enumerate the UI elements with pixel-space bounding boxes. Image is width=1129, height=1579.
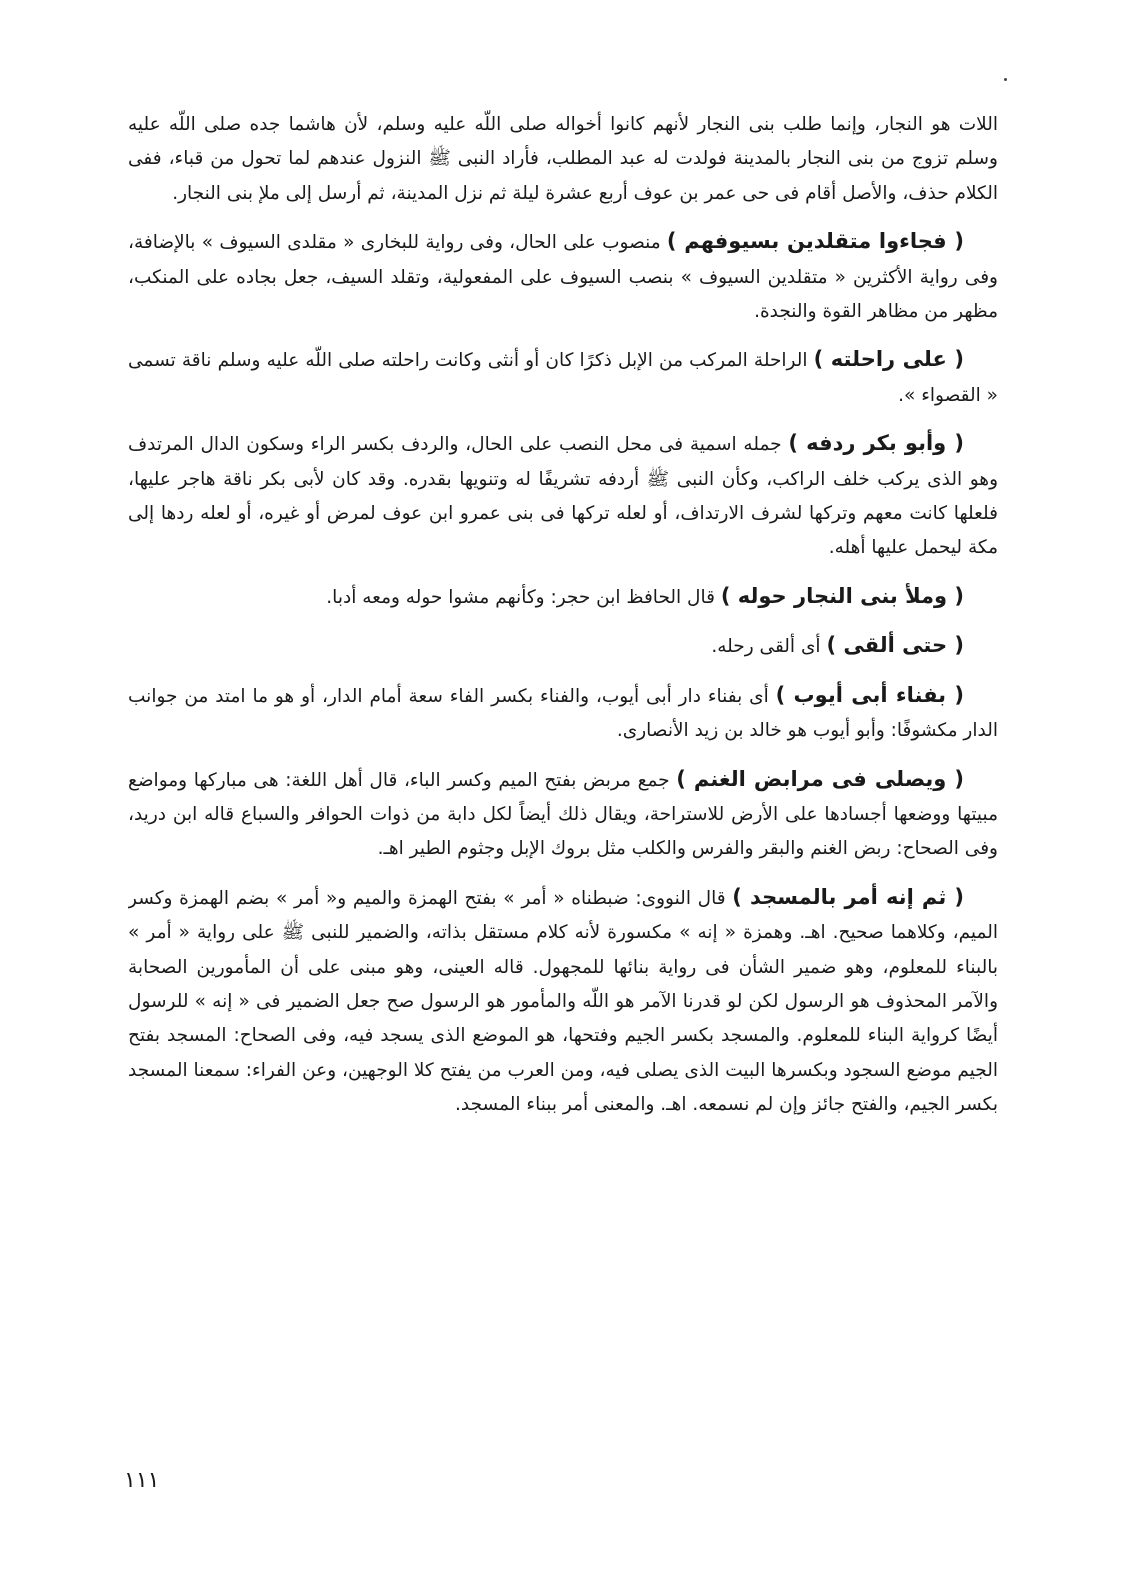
paragraph-swords [128,224,998,329]
paragraph-body: منصوب على الحال، وفى رواية للبخارى « مقلدى السيوف » بالإضافة، وفى رواية الأكثرين « متقلدين السيوف » بنصب السيوف على المفعولية، وتقلد السيف، جعل بجاده على المنكب، مظهر من مظاهر القوة والنجدة. [128,232,998,323]
paragraph-fina [128,678,998,749]
page-body [128,108,998,1538]
paragraph-heading: ( حتى ألقى ) [826,633,964,658]
paragraph-najjar [128,579,998,615]
paragraph-heading: ( فجاءوا متقلدين بسيوفهم ) [666,229,964,254]
paragraph-heading: ( وأبو بكر ردفه ) [788,431,964,456]
page-number: ١١١ [124,1468,160,1493]
paragraph-marabid [128,762,998,867]
paragraph-body: اللات هو النجار، وإنما طلب بنى النجار لأنهم كانوا أخواله صلى اللّه عليه وسلم، لأن هاشما جده صلى اللّه عليه وسلم تزوج من بنى النجار بالمدينة فولدت له عبد المطلب، فأراد النبى ﷺ النزول عندهم لما تحول من قباء، ففى الكلام حذف، والأصل أقام فى حى عمر بن عوف أربع عشرة ليلة ثم نزل المدينة، ثم أرسل إلى ملإ بنى النجار. [128,114,998,204]
paragraph-intro [128,108,998,211]
paragraph-heading: ( ويصلى فى مرابض الغنم ) [676,766,964,791]
paragraph-body: جمع مربض بفتح الميم وكسر الباء، قال أهل اللغة: هى مباركها ومواضع مبيتها ووضعها أجسادها على الأرض للاستراحة، ويقال ذلك أيضاً لكل دابة من ذوات الحوافر والسباع قاله ابن دريد، وفى الصحاح: ربض الغنم والبقر والفرس والكلب مثل بروك الإبل وجثوم الطير اهـ. [128,769,998,860]
paragraph-heading: ( وملأ بنى النجار حوله ) [720,583,964,608]
paragraph-body: قال الحافظ ابن حجر: وكأنهم مشوا حوله ومعه أدبا. [326,586,721,608]
paragraph-body: أى بفناء دار أبى أيوب، والفناء بكسر الفاء سعة أمام الدار، أو هو ما امتد من جوانب الدار مكشوفًا: وأبو أيوب هو خالد بن زيد الأنصارى. [128,685,998,742]
paragraph-heading: ( على راحلته ) [813,347,964,372]
paragraph-alqa [128,628,998,664]
paragraph-body: جمله اسمية فى محل النصب على الحال، والردف بكسر الراء وسكون الدال المرتدف وهو الذى يركب خلف الراكب، وكأن النبى ﷺ أردفه تشريفًا له وتنويها بقدره. وقد كان لأبى بكر ناقة هاجر عليها، فلعلها كانت معهم وتركها لشرف الارتداف، أو لعله تركها فى بنى عمرو ابن عوف لمرض أو غيره، أو لعله ردها إلى مكة ليحمل عليها أهله. [128,434,998,559]
paragraph-heading: ( بفناء أبى أيوب ) [775,682,964,707]
paragraph-abubakr [128,426,998,566]
paragraph-body: قال النووى: ضبطناه « أمر » بفتح الهمزة والميم و« أمر » بضم الهمزة وكسر الميم، وكلاهما صحيح. اهـ. وهمزة « إنه » مكسورة لأنه كلام مستقل بذاته، والضمير للنبى ﷺ على رواية « أمر » بالبناء للمعلوم، وهو ضمير الشأن فى رواية بنائها للمجهول. قاله العينى، وهو مبنى على أن المأمورين الصحابة والآمر المحذوف هو الرسول لكن لو قدرنا الآمر هو اللّه والمأمور هو الرسول صح جعل الضمير فى « إنه » للرسول أيضًا كرواية البناء للمعلوم. والمسجد بكسر الجيم وفتحها، هو الموضع الذى يسجد فيه، وفى الصحاح: المسجد بفتح الجيم موضع السجود وبكسرها البيت الذى يصلى فيه، ومن العرب من يفتح كلا الوجهين، وعن الفراء: سمعنا المسجد بكسر الجيم، والفتح جائز وإن لم نسمعه. اهـ. والمعنى أمر ببناء المسجد. [128,887,998,1116]
paragraph-mount [128,342,998,413]
scan-speck [1004,78,1007,81]
paragraph-heading: ( ثم إنه أمر بالمسجد ) [732,884,964,909]
paragraph-body: الراحلة المركب من الإبل ذكرًا كان أو أنثى وكانت راحلته صلى اللّه عليه وسلم ناقة تسمى « القصواء ». [128,350,998,406]
paragraph-masjid [128,880,998,1123]
paragraph-body: أى ألقى رحله. [711,636,827,658]
